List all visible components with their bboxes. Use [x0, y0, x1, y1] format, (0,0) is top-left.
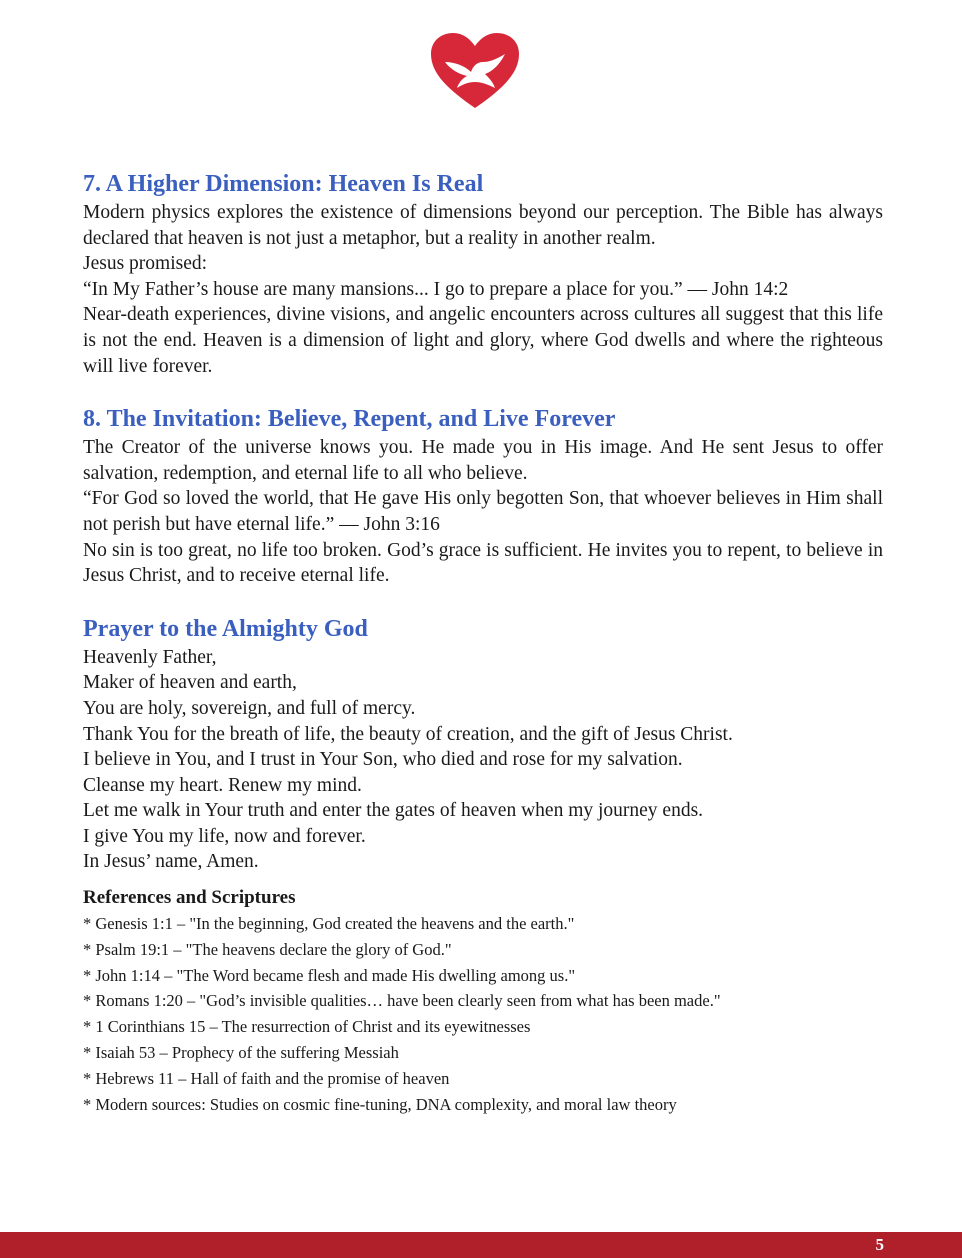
paragraph: Near-death experiences, divine visions, and angelic encounters across cultures all suggest that this life is not the end. Heaven is a dimension of light and glory, where God dwells and where the righteous will live forever.	[83, 304, 883, 377]
reference-item: * John 1:14 – "The Word became flesh and made His dwelling among us."	[83, 965, 576, 985]
references-title: References and Scriptures	[83, 887, 296, 909]
prayer-line: In Jesus’ name, Amen.	[83, 851, 259, 873]
page-number: 5	[875, 1235, 884, 1254]
prayer-line: I believe in You, and I trust in Your Son, who died and rose for my salvation.	[83, 749, 683, 771]
scripture-quote: “In My Father’s house are many mansions... I go to prepare a place for you.” — John 14:2	[83, 278, 789, 300]
heart-dove-logo	[429, 32, 521, 110]
paragraph: The Creator of the universe knows you. He made you in His image. And He sent Jesus to offer salvation, redemption, and eternal life to all who believe.	[83, 437, 883, 484]
prayer-line: Maker of heaven and earth,	[83, 672, 297, 694]
paragraph: Modern physics explores the existence of dimensions beyond our perception. The Bible has always declared that heaven is not just a metaphor, but a reality in another realm.	[83, 202, 883, 249]
reference-item: * Isaiah 53 – Prophecy of the suffering Messiah	[83, 1043, 399, 1063]
reference-item: * Romans 1:20 – "God’s invisible qualities… have been clearly seen from what has been made."	[83, 991, 721, 1011]
section-heading: 8. The Invitation: Believe, Repent, and Live Forever	[83, 406, 616, 433]
reference-item: * 1 Corinthians 15 – The resurrection of Christ and its eyewitnesses	[83, 1017, 531, 1037]
prayer-line: I give You my life, now and forever.	[83, 825, 366, 847]
reference-item: * Modern sources: Studies on cosmic fine-tuning, DNA complexity, and moral law theory	[83, 1094, 677, 1114]
scripture-quote: “For God so loved the world, that He gave His only begotten Son, that whoever believes in Him shall not perish but have eternal life.” — John 3:16	[83, 488, 883, 535]
reference-item: * Genesis 1:1 – "In the beginning, God created the heavens and the earth."	[83, 914, 575, 934]
paragraph: Jesus promised:	[83, 253, 208, 275]
prayer-line: Thank You for the breath of life, the beauty of creation, and the gift of Jesus Christ.	[83, 723, 733, 745]
heart-dove-icon	[429, 32, 521, 110]
reference-item: * Hebrews 11 – Hall of faith and the promise of heaven	[83, 1068, 450, 1088]
page-content	[83, 168, 883, 1117]
prayer-line: You are holy, sovereign, and full of mercy.	[83, 697, 416, 719]
footer-bar	[0, 1232, 962, 1258]
section-heading: 7. A Higher Dimension: Heaven Is Real	[83, 171, 484, 197]
prayer-line: Let me walk in Your truth and enter the gates of heaven when my journey ends.	[83, 800, 704, 822]
prayer-line: Heavenly Father,	[83, 646, 217, 668]
paragraph: No sin is too great, no life too broken. God’s grace is sufficient. He invites you to repent, to believe in Jesus Christ, and to receive eternal life.	[83, 539, 883, 587]
prayer-heading: Prayer to the Almighty God	[83, 615, 368, 642]
prayer-line: Cleanse my heart. Renew my mind.	[83, 774, 362, 796]
reference-item: * Psalm 19:1 – "The heavens declare the glory of God."	[83, 939, 452, 959]
